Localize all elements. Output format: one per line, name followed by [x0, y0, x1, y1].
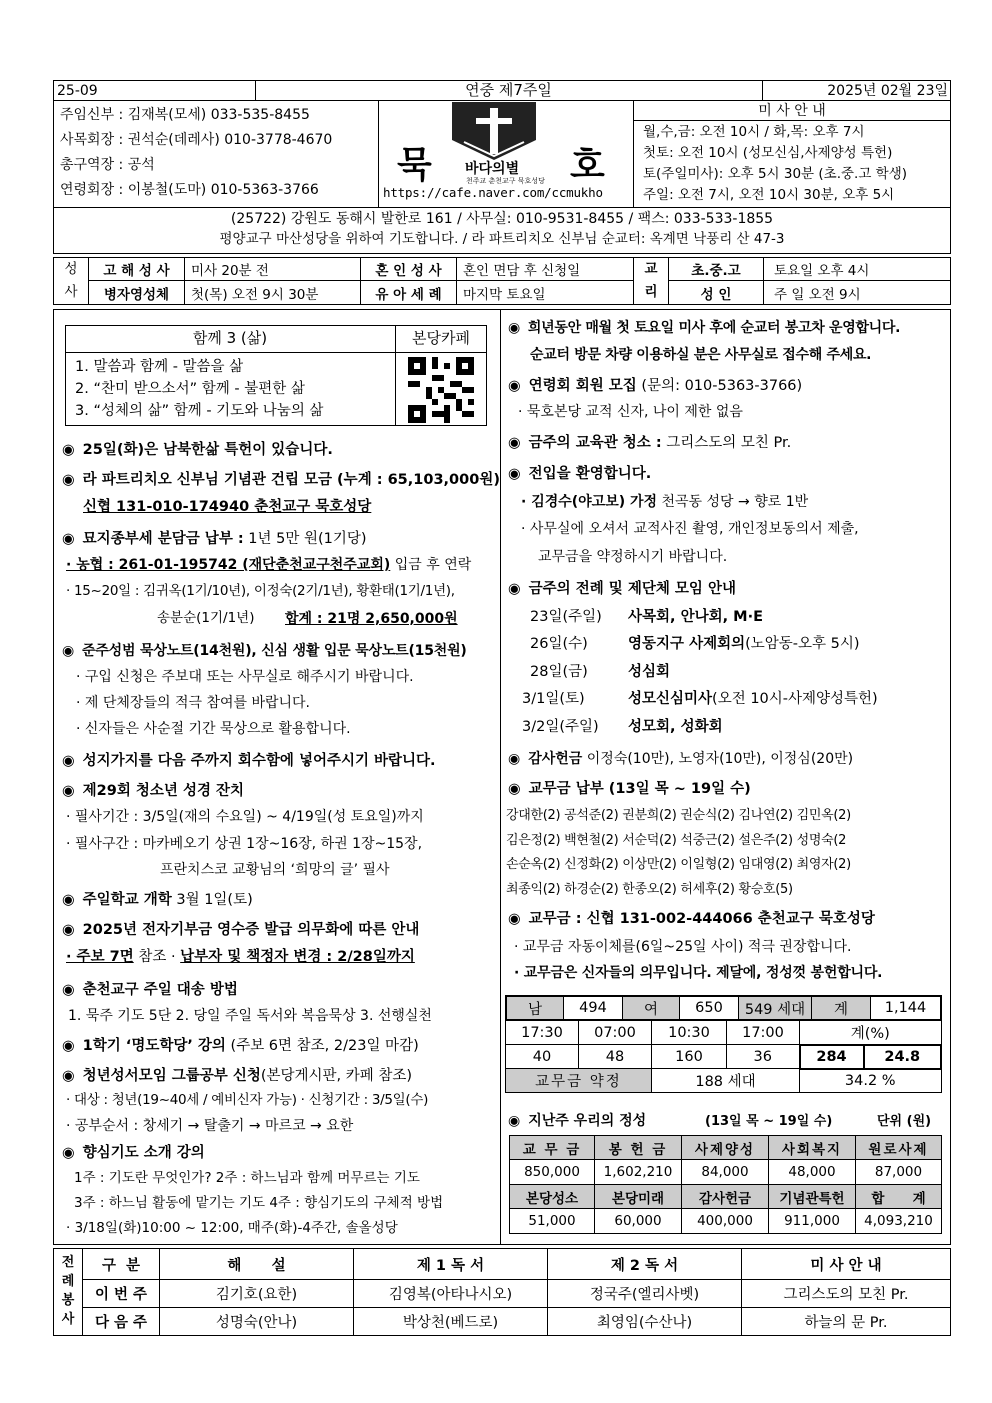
schedule-event-1: 사목회, 안나회, M·E — [628, 609, 763, 625]
sacrament-table: 성 사 고 해 성 사 미사 20분 전 혼 인 성 사 혼인 면담 후 신청일 교 리 초.중.고 토요일 오후 4시 병자영성체 첫(목) 오전 9시 30분 유 아 세 례 마지막 토요일 성 인 주 일 오전 9시 — [53, 257, 951, 305]
schedule-event-2: 영동지구 사제회의(노암동-오후 5시) — [628, 636, 860, 652]
welcome-family: · 김경수(야고보) 가정 천곡동 성당 → 향로 1반 — [521, 494, 809, 510]
offering-title: ◉ 지난주 우리의 정성 — [508, 1113, 647, 1129]
mass-info-title: 미 사 안 내 — [758, 103, 826, 119]
donation-receipt-detail: · 주보 7면 참조 · 납부자 및 책정자 변경 : 2/28일까지 — [66, 949, 415, 965]
centering-prayer-week12: 1주 : 기도란 무엇인가? 2주 : 하느님과 함께 머무르는 기도 — [74, 1170, 420, 1186]
notice-memorial-recruit: ◉ 연령회 회원 모집 (문의: 010-5363-3766) — [508, 378, 803, 394]
schedule-date-2: 26일(수) — [530, 636, 588, 652]
notice-martyr-van: ◉ 희년동안 매월 첫 토요일 미사 후에 순교터 봉고차 운영합니다. — [508, 320, 901, 336]
tithe-autopay: · 교무금 자동이체를(6일~25일 사이) 적극 권장합니다. — [514, 939, 852, 955]
mass-weekday: 월,수,금: 오전 10시 / 화,목: 오후 7시 — [643, 124, 865, 140]
mass-first-sat: 첫토: 오전 10시 (성모신심,사제양성 특헌) — [643, 145, 893, 161]
tithe-payers-4: 최종익(2) 하경순(2) 한종오(2) 허세후(2) 황승호(5) — [506, 882, 793, 897]
centering-prayer-schedule: · 3/18일(화)10:00 ~ 12:00, 매주(화)-4주간, 솔올성당 — [66, 1220, 398, 1236]
tithe-payers-3: 손순옥(2) 신정화(2) 이상만(2) 이일형(2) 임대영(2) 최영자(2) — [506, 857, 851, 872]
notice-sunday-school: ◉ 주일학교 개학 3월 1일(토) — [62, 892, 253, 908]
logo-char-right: 호 — [570, 145, 605, 186]
schedule-date-1: 23일(주일) — [530, 609, 602, 625]
offering-unit: 단위 (원) — [877, 1114, 932, 1129]
notice-sunday-substitute: ◉ 춘천교구 주일 대송 방법 — [62, 982, 238, 998]
together-item-3: 3. “성체의 삶” 함께 - 기도와 나눔의 삶 — [75, 403, 324, 419]
notice-welcome: ◉ 전입을 환영합니다. — [508, 466, 652, 482]
notice-myeongdo-lecture: ◉ 1학기 ‘명도학당’ 강의 (주보 6면 참조, 2/23일 마감) — [62, 1038, 419, 1054]
memorial-recruit-detail: · 묵호본당 교적 신자, 나이 제한 없음 — [518, 404, 743, 420]
notice-memorial-fund: ◉ 라 파트리치오 신부님 기념관 건립 모금 (누계 : 65,103,000원) — [62, 472, 500, 488]
schedule-event-5: 성모회, 성화회 — [628, 719, 723, 735]
issue-number: 25-09 — [57, 83, 98, 99]
meditation-note-3: · 신자들은 사순절 기간 묵상으로 활용합니다. — [76, 721, 351, 737]
notice-youth-bible: ◉ 제29회 청소년 성경 잔치 — [62, 783, 245, 799]
notice-palm-branches: ◉ 성지가지를 다음 주까지 회수함에 넣어주시기 바랍니다. — [62, 753, 436, 769]
youth-bible-section: · 필사구간 : 마카베오기 상권 1장~16장, 하권 1장~15장, — [66, 836, 423, 852]
notice-cemetery-tax: ◉ 묘지종부세 분담금 납부 : 1년 5만 원(1기당) — [62, 531, 367, 547]
tithe-payers-1: 강대한(2) 공석준(2) 권분희(2) 권순식(2) 김나연(2) 김민옥(2) — [506, 808, 851, 823]
together-title: 함께 3 (삶) — [192, 329, 268, 347]
qr-code-icon[interactable] — [408, 357, 474, 423]
logo-subtitle: 천주교 춘천교구 묵호성당 — [466, 177, 545, 185]
schedule-date-4: 3/1일(토) — [522, 691, 585, 707]
martyr-van-detail: 순교터 방문 차량 이용하실 분은 사무실로 접수해 주세요. — [530, 347, 872, 363]
notice-tithe-payment: ◉ 교무금 납부 (13일 목 ~ 19일 수) — [508, 781, 751, 797]
mass-attendance-table: 17:30 07:00 10:30 17:00 계(%) 40 48 160 36 284 24.8 교무금 약정 188 세대 34.2 % — [505, 1020, 942, 1093]
schedule-date-5: 3/2일(주일) — [522, 719, 599, 735]
welcome-instructions-2: 교무금을 약정하시기 바랍니다. — [538, 549, 728, 565]
notice-tithe-account: ◉ 교무금 : 신협 131-002-444066 춘천교구 묵호성당 — [508, 911, 875, 927]
meditation-note-2: · 제 단체장들의 적극 참여를 바랍니다. — [76, 695, 311, 711]
welcome-instructions: · 사무실에 오셔서 교적사진 촬영, 개인정보동의서 제출, — [521, 521, 859, 537]
logo-name: 바다의별 — [465, 161, 520, 177]
notice-thanks-offering: ◉ 감사헌금 이정숙(10만), 노영자(10만), 이정심(20만) — [508, 751, 854, 767]
youth-bible-section-2: 프란치스코 교황님의 ‘희망의 글’ 필사 — [160, 862, 390, 878]
together-item-2: 2. “찬미 받으소서” 함께 - 불편한 삶 — [75, 381, 305, 397]
cemetery-payers-cont: 송분순(1기/1년) — [157, 610, 255, 626]
staff-memorial: 연령회장 : 이봉철(도마) 010-5363-3766 — [60, 182, 319, 198]
notice-weekly-schedule: ◉ 금주의 전례 및 제단체 모임 안내 — [508, 581, 736, 597]
mass-sunday: 주일: 오전 7시, 오전 10시 30분, 오후 5시 — [643, 187, 895, 203]
prayer-line: 평양교구 마산성당을 위하여 기도합니다. / 라 파트리치오 신부님 순교터: 옥계면 낙풍리 산 47-3 — [219, 231, 785, 247]
notice-meditation-note: ◉ 준주성범 묵상노트(14천원), 신심 생활 입문 묵상노트(15천원) — [62, 643, 467, 659]
staff-district: 총구역장 : 공석 — [60, 157, 155, 173]
tithe-duty: · 교무금은 신자들의 의무입니다. 제달에, 정성껏 봉헌합니다. — [514, 965, 883, 981]
cemetery-payers: · 15~20일 : 김귀옥(1기/10년), 이정숙(2기/1년), 황환태(1기/1년), — [66, 583, 455, 599]
issue-date: 2025년 02월 23일 — [827, 83, 948, 99]
cafe-url[interactable]: https://cafe.naver.com/ccmukho — [383, 185, 603, 200]
notice-centering-prayer: ◉ 향심기도 소개 강의 — [62, 1145, 205, 1161]
memorial-account: 신협 131-010-174940 춘천교구 묵호성당 — [83, 499, 372, 515]
sacrament-side-label: 성 사 — [54, 258, 89, 305]
offering-table: 교 무 금 봉 헌 금 사제양성 사회복지 원로사제 850,000 1,602,210 84,000 48,000 87,000 본당성소 본당미래 감사헌금 기념관특헌 합 계 51,000 60,000 400,000 911,000 4,093,210 — [509, 1135, 942, 1234]
staff-pastor: 주임신부 : 김재복(모세) 033-535-8455 — [60, 107, 310, 123]
offering-period: (13일 목 ~ 19일 수) — [705, 1114, 833, 1129]
mass-saturday: 토(주일미사): 오후 5시 30분 (초.중.고 학생) — [643, 166, 907, 182]
notice-reunification: ◉ 25일(화)은 남북한삶 특헌이 있습니다. — [62, 442, 333, 458]
staff-council: 사목회장 : 권석순(데레사) 010-3778-4670 — [60, 132, 333, 148]
logo-char-left: 묵 — [397, 145, 432, 186]
schedule-event-3: 성심회 — [628, 664, 671, 680]
youth-bible-period: · 필사기간 : 3/5일(재의 수요일) ~ 4/19일(성 토요일)까지 — [66, 809, 424, 825]
notice-donation-receipt: ◉ 2025년 전자기부금 영수증 발급 의무화에 따른 안내 — [62, 922, 420, 938]
centering-prayer-week34: 3주 : 하느님 활동에 맡기는 기도 4주 : 향심기도의 구체적 방법 — [74, 1195, 444, 1211]
cafe-label: 본당카페 — [412, 329, 470, 347]
tithe-payers-2: 김은정(2) 백현철(2) 서순덕(2) 석중근(2) 설은주(2) 성명숙(2 — [506, 833, 847, 848]
cemetery-account: · 농협 : 261-01-195742 (재단춘천교구천주교회) 입금 후 연락 — [66, 557, 472, 573]
liturgy-side-label: 전 례 봉 사 — [54, 1249, 83, 1336]
notice-cleaning: ◉ 금주의 교육관 청소 : 그리스도의 모친 Pr. — [508, 435, 792, 451]
together-item-1: 1. 말씀과 함께 - 말씀을 삶 — [75, 359, 244, 375]
address-line: (25722) 강원도 동해시 발한로 161 / 사무실: 010-9531-8455 / 팩스: 033-533-1855 — [230, 211, 774, 227]
cemetery-total: 합계 : 21명 2,650,000원 — [285, 611, 458, 627]
liturgy-service-table: 전 례 봉 사 구 분 해 설 제 1 독 서 제 2 독 서 미 사 안 내 이 번 주 김기호(요한) 김영복(아타나시오) 정국주(엘리사벳) 그리스도의 모친 Pr. 다 음 주 성명숙(안나) 박상천(베드로) 최영임(수산나) 하늘의 문 Pr. — [53, 1248, 951, 1336]
schedule-event-4: 성모신심미사(오전 10시-사제양성특헌) — [628, 691, 878, 707]
schedule-date-3: 28일(금) — [530, 664, 588, 680]
notice-youth-bible-group: ◉ 청년성서모임 그룹공부 신청(본당게시판, 카페 참조) — [62, 1068, 413, 1084]
sunday-substitute-methods: 1. 묵주 기도 5단 2. 당일 주일 독서와 복음묵상 3. 선행실천 — [68, 1008, 432, 1024]
meditation-note-1: · 구입 신청은 주보대 또는 사무실로 해주시기 바랍니다. — [76, 669, 414, 685]
youth-group-target: · 대상 : 청년(19~40세 / 예비신자 가능) · 신청기간 : 3/5일(수) — [66, 1092, 429, 1108]
catechism-side-label: 교 리 — [634, 258, 669, 305]
youth-group-order: · 공부순서 : 창세기 → 탈출기 → 마르코 → 요한 — [66, 1118, 354, 1134]
parish-stats-table: 남 494 여 650 549 세대 계 1,144 — [505, 995, 942, 1021]
page-title: 연중 제7주일 — [465, 81, 552, 99]
